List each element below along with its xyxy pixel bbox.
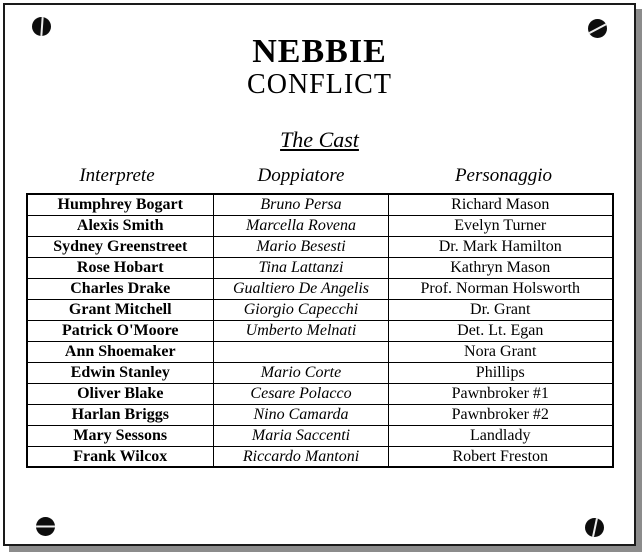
cast-cell-interprete: Rose Hobart [27, 257, 214, 278]
screw-icon [588, 19, 607, 38]
cast-cell-interprete: Oliver Blake [27, 383, 214, 404]
cast-cell-personaggio: Kathryn Mason [389, 257, 613, 278]
cast-row [27, 236, 613, 257]
screw-icon [36, 517, 55, 536]
cast-row [27, 299, 613, 320]
cast-row [27, 341, 613, 362]
cast-cell-doppiatore [214, 341, 389, 362]
cast-row [27, 320, 613, 341]
cast-cell-doppiatore: Nino Camarda [214, 404, 389, 425]
film-subtitle: CONFLICT [247, 69, 392, 101]
cast-table-body [27, 194, 613, 467]
cast-row [27, 425, 613, 446]
cast-cell-doppiatore: Umberto Melnati [214, 320, 389, 341]
cast-row [27, 278, 613, 299]
cast-cell-interprete: Humphrey Bogart [27, 194, 214, 215]
card-frame [3, 3, 636, 546]
cast-row [27, 194, 613, 215]
cast-cell-doppiatore: Maria Saccenti [214, 425, 389, 446]
cast-cell-personaggio: Nora Grant [389, 341, 613, 362]
cast-cell-personaggio: Robert Freston [389, 446, 613, 467]
cast-cell-doppiatore: Mario Corte [214, 362, 389, 383]
cast-cell-interprete: Patrick O'Moore [27, 320, 214, 341]
cast-row [27, 404, 613, 425]
cast-cell-doppiatore: Marcella Rovena [214, 215, 389, 236]
cast-cell-interprete: Ann Shoemaker [27, 341, 214, 362]
cast-cell-personaggio: Prof. Norman Holsworth [389, 278, 613, 299]
cast-cell-personaggio: Richard Mason [389, 194, 613, 215]
cast-cell-personaggio: Pawnbroker #2 [389, 404, 613, 425]
cast-table [26, 193, 614, 468]
screw-icon [585, 518, 604, 537]
cast-cell-personaggio: Det. Lt. Egan [389, 320, 613, 341]
column-header-personaggio: Personaggio [454, 165, 553, 187]
cast-row [27, 215, 613, 236]
section-title: The Cast [280, 127, 359, 153]
cast-cell-interprete: Alexis Smith [27, 215, 214, 236]
cast-cell-interprete: Grant Mitchell [27, 299, 214, 320]
cast-row [27, 362, 613, 383]
column-header-interprete: Interprete [79, 165, 155, 187]
cast-cell-personaggio: Landlady [389, 425, 613, 446]
cast-cell-doppiatore: Riccardo Mantoni [214, 446, 389, 467]
cast-cell-personaggio: Dr. Grant [389, 299, 613, 320]
cast-cell-personaggio: Evelyn Turner [389, 215, 613, 236]
cast-cell-personaggio: Dr. Mark Hamilton [389, 236, 613, 257]
film-title: NEBBIE [252, 33, 387, 70]
cast-cell-interprete: Charles Drake [27, 278, 214, 299]
cast-cell-doppiatore: Giorgio Capecchi [214, 299, 389, 320]
cast-cell-interprete: Sydney Greenstreet [27, 236, 214, 257]
cast-cell-interprete: Mary Sessons [27, 425, 214, 446]
table-header-row [22, 165, 617, 187]
cast-cell-personaggio: Phillips [389, 362, 613, 383]
cast-cell-doppiatore: Tina Lattanzi [214, 257, 389, 278]
cast-cell-personaggio: Pawnbroker #1 [389, 383, 613, 404]
cast-cell-doppiatore: Cesare Polacco [214, 383, 389, 404]
cast-cell-interprete: Harlan Briggs [27, 404, 214, 425]
cast-row [27, 446, 613, 467]
cast-row [27, 257, 613, 278]
cast-row [27, 383, 613, 404]
cast-cell-doppiatore: Mario Besesti [214, 236, 389, 257]
cast-cell-doppiatore: Bruno Persa [214, 194, 389, 215]
column-header-doppiatore: Doppiatore [257, 165, 345, 187]
cast-cell-interprete: Frank Wilcox [27, 446, 214, 467]
cast-cell-doppiatore: Gualtiero De Angelis [214, 278, 389, 299]
screw-icon [32, 17, 51, 36]
cast-cell-interprete: Edwin Stanley [27, 362, 214, 383]
